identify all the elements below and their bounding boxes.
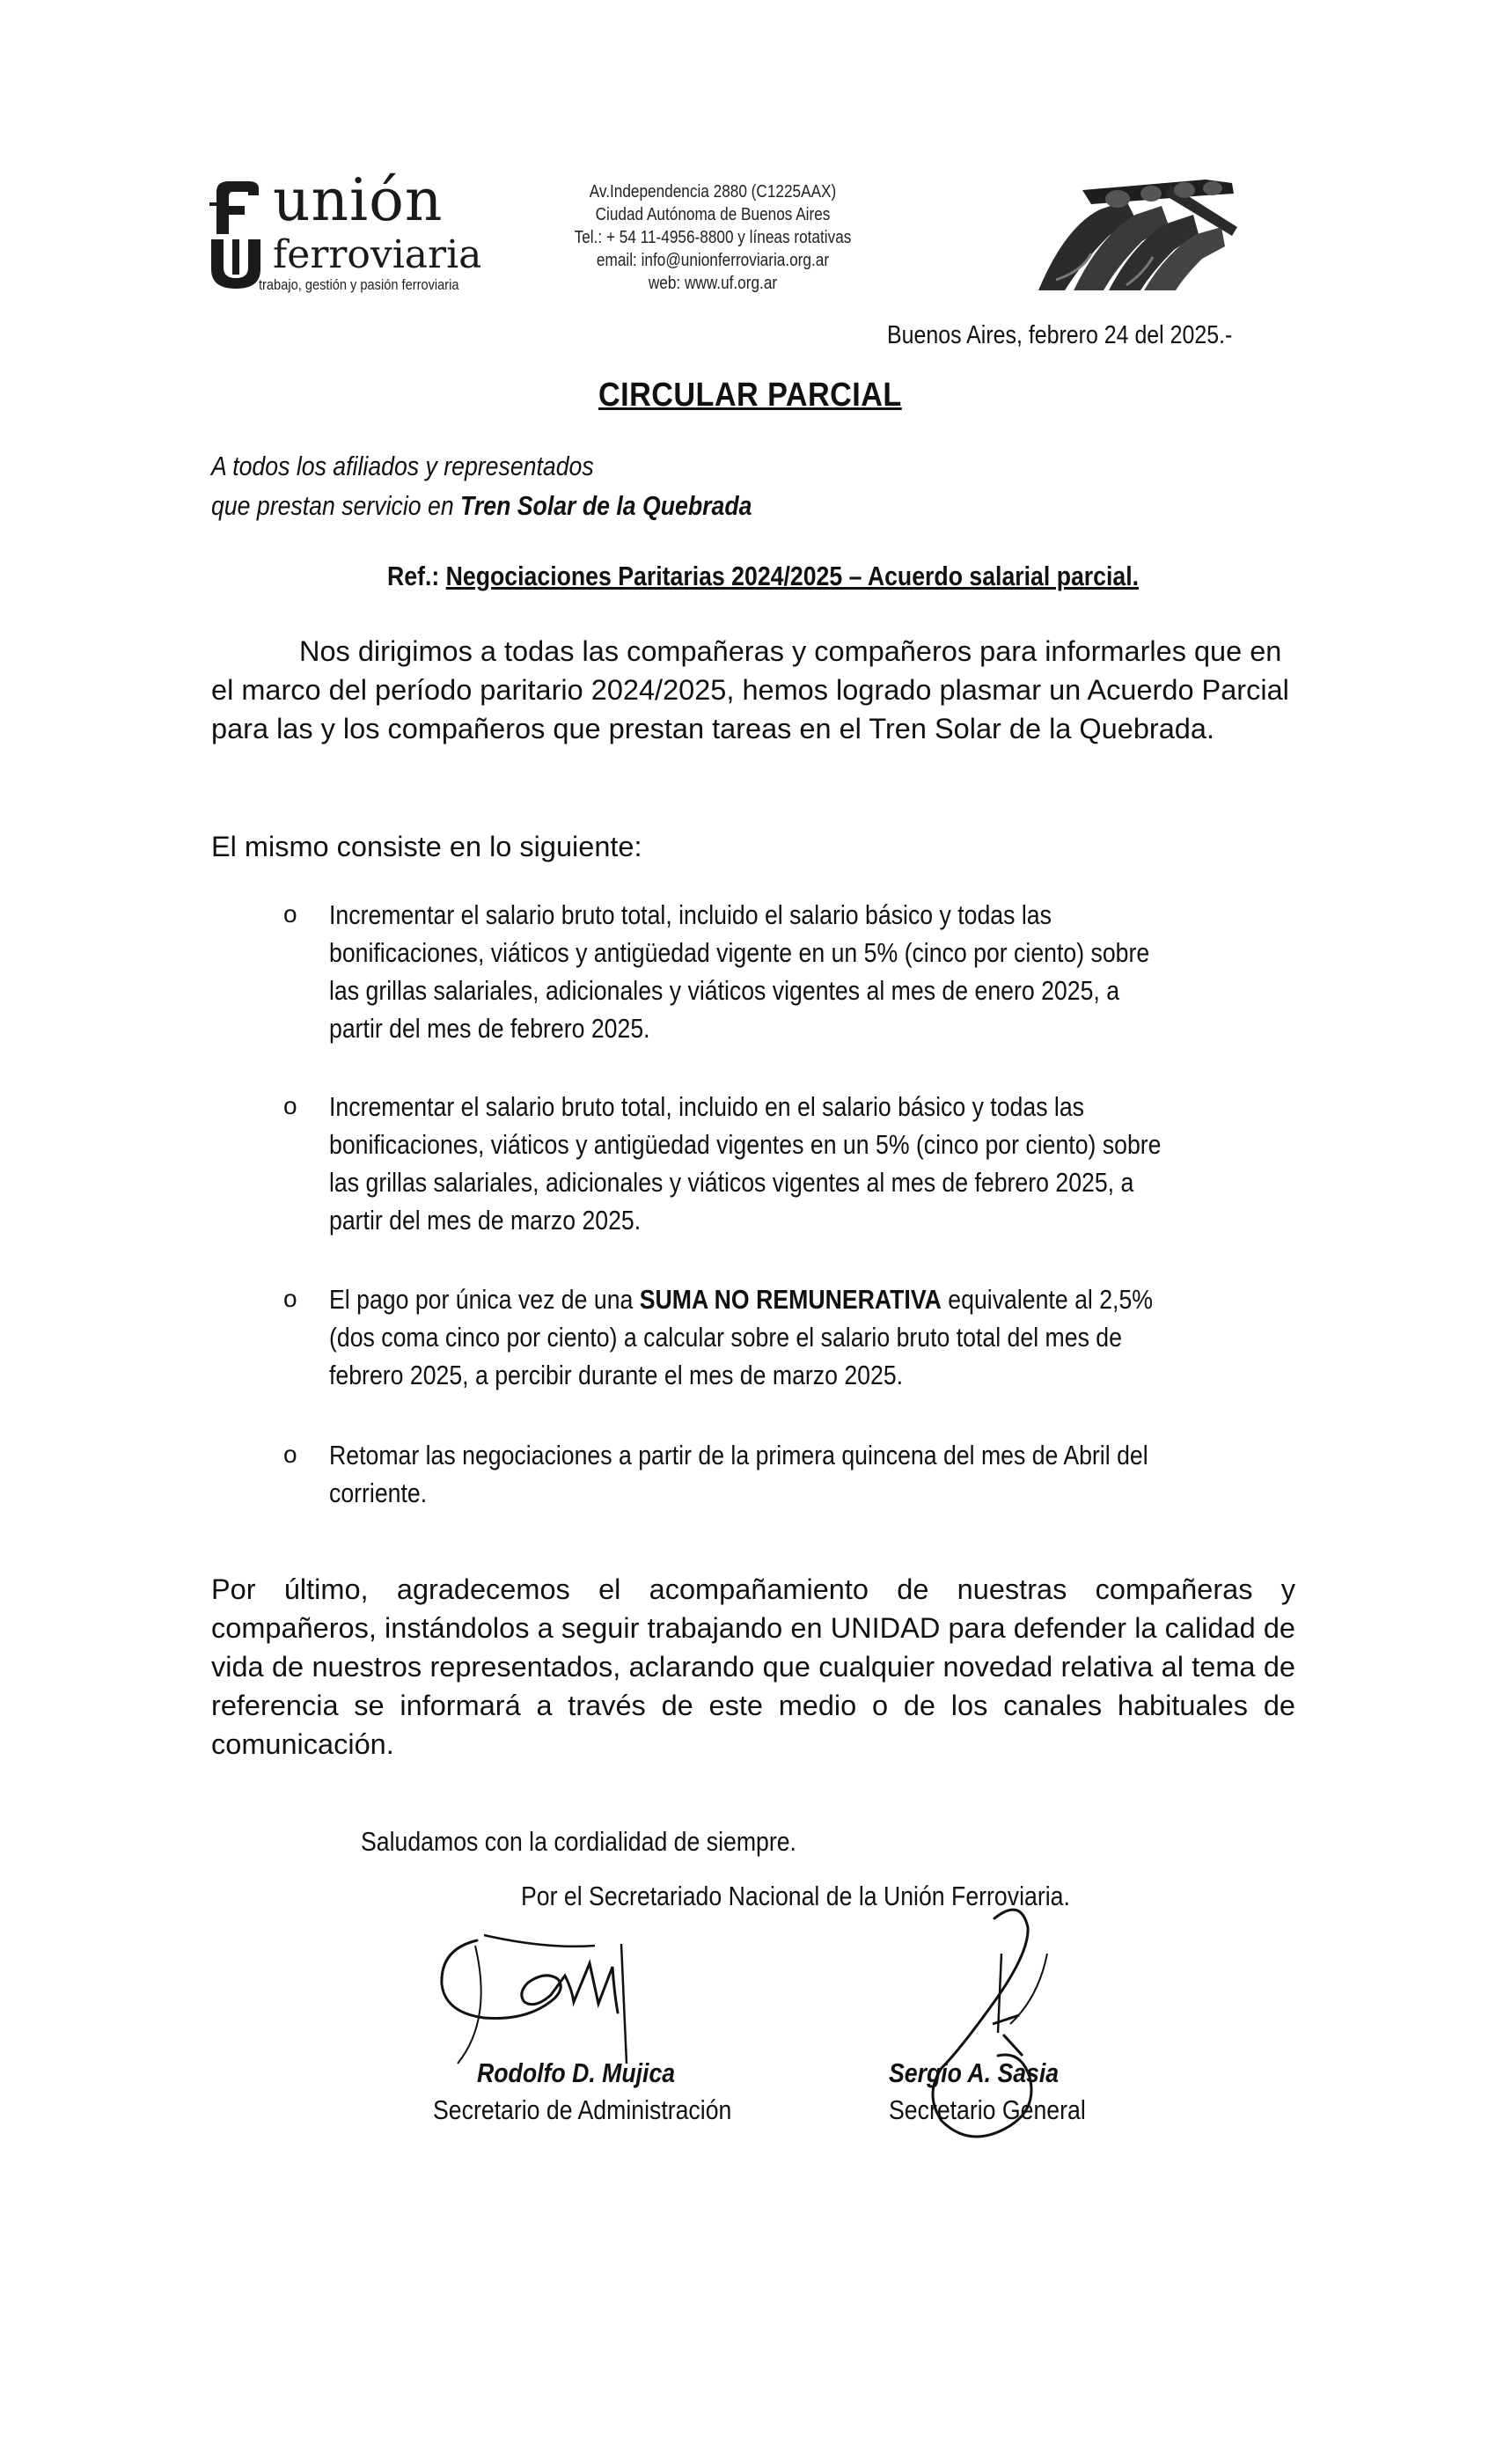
document-title: CIRCULAR PARCIAL [598, 377, 902, 414]
signatory-name-sasia: Sergio A. Sasia [889, 2057, 1060, 2088]
list-item: Incrementar el salario bruto total, incluido en el salario básico y todas las bonificaciones, viáticos y antigüedad vigentes en un 5% (cinco por ciento) sobre las grillas salariales, adicionales y viáticos vigentes al mes de febrero 2025, a partir del mes de marzo 2025. [329, 1091, 1162, 1236]
closing-paragraph: Por último, agradecemos el acompañamiento de nuestras compañeras y compañeros, instándolos a seguir trabajando en UNIDAD para defender la calidad de vida de nuestros representados, aclarando que cualquier novedad relativa al tema de referencia se informará a través de este medio o de los canales habituales de comunicación. [211, 1573, 1295, 1760]
intro-paragraph: Nos dirigimos a todas las compañeras y compañeros para informarles que en el marco del período paritario 2024/2025, hemos logrado plasmar un Acuerdo Parcial para las y los compañeros que prestan tareas en el Tren Solar de la Quebrada. [211, 635, 1289, 744]
document-date: Buenos Aires, febrero 24 del 2025.- [887, 321, 1233, 349]
bullet-marker: o [283, 1092, 297, 1119]
reference-text: Negociaciones Paritarias 2024/2025 – Acuerdo salarial parcial. [445, 561, 1140, 591]
addressee-prefix: que prestan servicio en [211, 490, 461, 521]
signatory-role-mujica: Secretario de Administración [433, 2094, 732, 2125]
list-item-text: equivalente al 2,5% (dos coma cinco por ciento) a calcular sobre el salario bruto total del mes de febrero 2025, a percibir durante el mes de marzo 2025. [329, 1284, 1154, 1390]
addressee-line-2 [211, 490, 752, 522]
logo-word-ferroviaria: ferroviaria [273, 232, 482, 277]
address-line: Ciudad Autónoma de Buenos Aires [595, 205, 831, 224]
on-behalf-line: Por el Secretariado Nacional de la Unión Ferroviaria. [521, 1881, 1070, 1911]
lead-paragraph: El mismo consiste en lo siguiente: [211, 831, 642, 862]
addressee-service: Tren Solar de la Quebrada [460, 490, 752, 521]
union-ferroviaria-logo [209, 166, 500, 299]
signatory-name-mujica: Rodolfo D. Mujica [477, 2057, 676, 2088]
signatory-role-sasia: Secretario General [889, 2094, 1086, 2125]
list-item: Incrementar el salario bruto total, incluido el salario básico y todas las bonificaciones, viáticos y antigüedad vigente en un 5% (cinco por ciento) sobre las grillas salariales, adicionales y viáticos vigentes al mes de enero 2025, a partir del mes de febrero 2025. [329, 899, 1150, 1044]
list-item: Retomar las negociaciones a partir de la primera quincena del mes de Abril del corriente. [329, 1440, 1148, 1508]
greeting-line: Saludamos con la cordialidad de siempre. [361, 1826, 796, 1857]
list-item-text: El pago por única vez de una [329, 1284, 640, 1315]
reference-label: Ref.: [387, 561, 446, 591]
list-item-emphasis: SUMA NO REMUNERATIVA [639, 1284, 942, 1315]
bullet-marker: o [283, 1285, 297, 1312]
signature-mujica [422, 1914, 669, 2072]
address-web: web: www.uf.org.ar [648, 274, 778, 293]
workers-sculpture-image [1030, 174, 1241, 297]
bullet-marker: o [283, 900, 297, 928]
list-item [329, 1280, 1162, 1394]
address-line: Tel.: + 54 11-4956-8800 y líneas rotativas [574, 228, 852, 247]
reference-line [387, 561, 1139, 592]
addressee-line-1: A todos los afiliados y representados [211, 451, 594, 481]
logo-tagline: trabajo, gestión y pasión ferroviaria [259, 276, 459, 293]
bullet-marker: o [283, 1441, 297, 1468]
logo-word-union: unión [273, 166, 444, 234]
address-line: Av.Independencia 2880 (C1225AAX) [589, 182, 837, 202]
address-email: email: info@unionferroviaria.org.ar [596, 251, 830, 270]
letterhead-address [524, 180, 902, 295]
logo-mark-icon [209, 176, 264, 290]
